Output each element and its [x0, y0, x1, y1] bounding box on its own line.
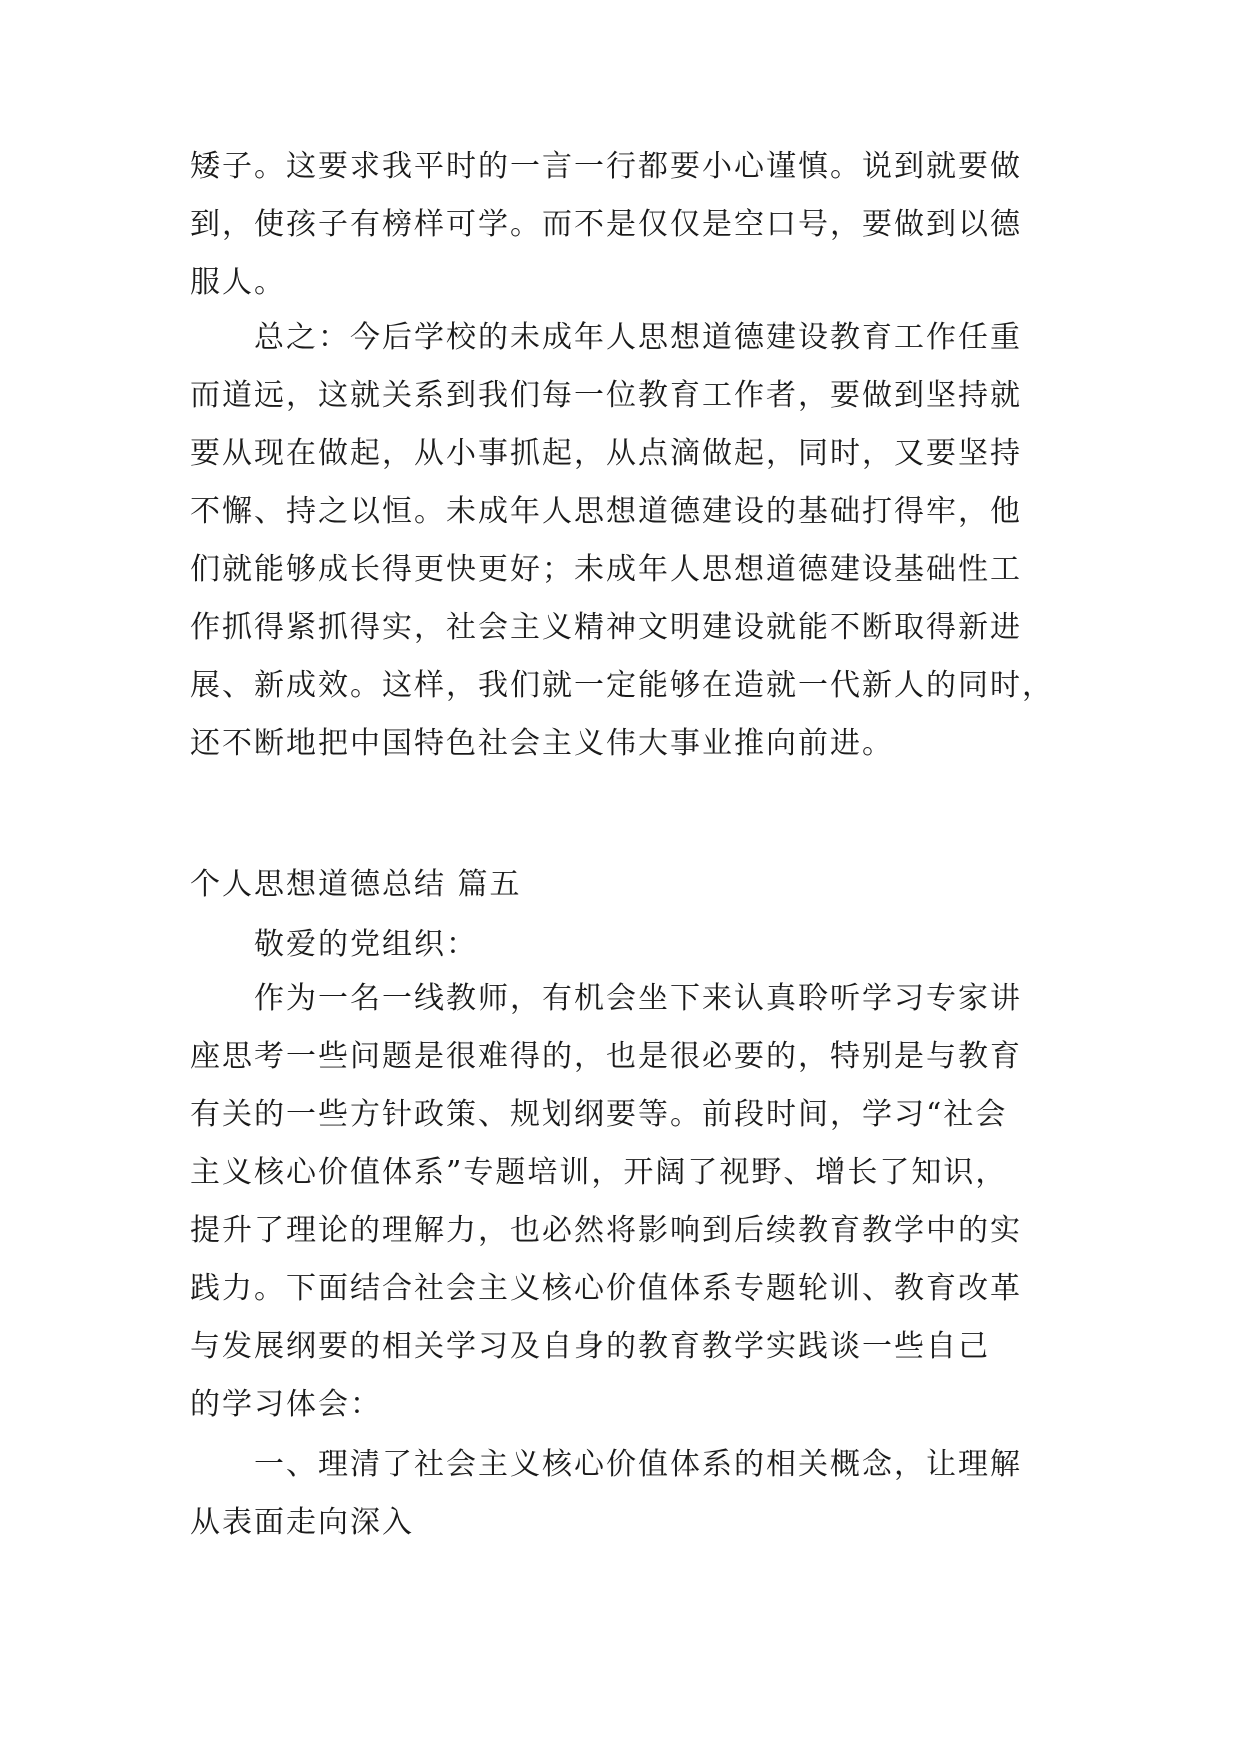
section-heading: 个人思想道德总结 篇五 [190, 867, 522, 902]
text-line: 总之：今后学校的未成年人思想道德建设教育工作任重 [254, 320, 1022, 355]
text-line: 的学习体会： [190, 1387, 382, 1422]
text-line: 要从现在做起，从小事抓起，从点滴做起，同时，又要坚持 [190, 436, 1022, 471]
text-line: 不懈、持之以恒。未成年人思想道德建设的基础打得牢，他 [190, 494, 1022, 529]
text-line: 到，使孩子有榜样可学。而不是仅仅是空口号，要做到以德 [190, 207, 1022, 242]
summary-paragraph [190, 309, 1054, 773]
text-line: 从表面走向深入 [190, 1505, 414, 1540]
text-line: 还不断地把中国特色社会主义伟大事业推向前进。 [190, 726, 894, 761]
text-line: 展、新成效。这样，我们就一定能够在造就一代新人的同时， [190, 668, 1054, 703]
text-line: 作为一名一线教师，有机会坐下来认真聆听学习专家讲 [254, 981, 1022, 1016]
text-line: 矮子。这要求我平时的一言一行都要小心谨慎。说到就要做 [190, 149, 1022, 184]
salutation-paragraph [190, 916, 1050, 974]
text-line: 有关的一些方针政策、规划纲要等。前段时间，学习“社会 [190, 1097, 1008, 1132]
text-line: 作抓得紧抓得实，社会主义精神文明建设就能不断取得新进 [190, 610, 1022, 645]
text-line: 们就能够成长得更快更好；未成年人思想道德建设基础性工 [190, 552, 1022, 587]
text-line: 主义核心价值体系”专题培训，开阔了视野、增长了知识， [190, 1155, 1008, 1190]
text-line: 一、理清了社会主义核心价值体系的相关概念，让理解 [254, 1447, 1022, 1482]
text-line: 践力。下面结合社会主义核心价值体系专题轮训、教育改革 [190, 1271, 1022, 1306]
text-line: 与发展纲要的相关学习及自身的教育教学实践谈一些自己 [190, 1329, 990, 1364]
text-line: 提升了理论的理解力，也必然将影响到后续教育教学中的实 [190, 1213, 1022, 1248]
point-one-paragraph [190, 1436, 1050, 1552]
salutation: 敬爱的党组织： [254, 927, 478, 962]
body-paragraph [190, 970, 1050, 1434]
text-line: 座思考一些问题是很难得的，也是很必要的，特别是与教育 [190, 1039, 1022, 1074]
text-line: 服人。 [190, 265, 286, 300]
text-line: 而道远，这就关系到我们每一位教育工作者，要做到坚持就 [190, 378, 1022, 413]
continuation-paragraph [190, 138, 1050, 312]
